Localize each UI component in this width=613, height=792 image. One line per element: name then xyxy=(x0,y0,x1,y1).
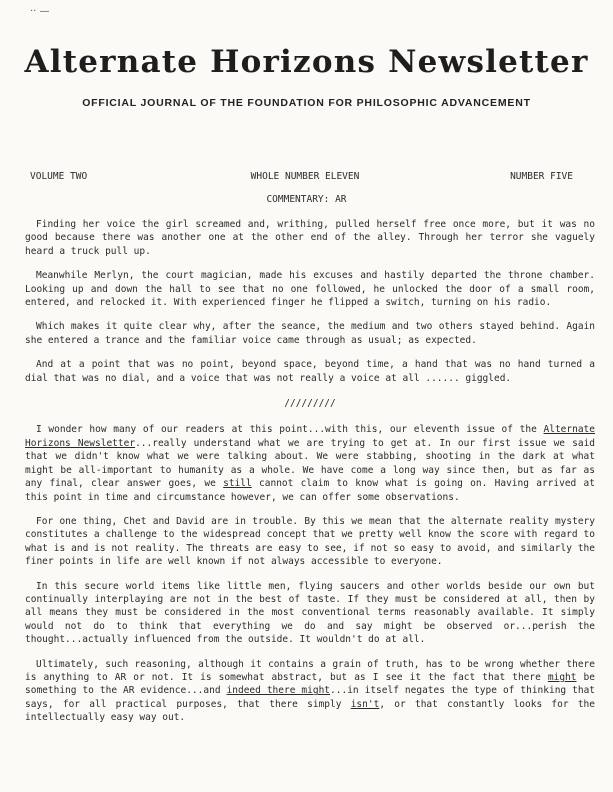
paragraph-8-part-a: Ultimately, such reasoning, although it contains a grain of truth, has to be wrong whether there is anything to AR or not. It is somewhat abstract, but as I see it the fact that there xyxy=(25,658,595,683)
article-body xyxy=(25,218,595,736)
paragraph-5-part-c: cannot claim to know what is going on. Having arrived at this point in time and circumstance however, we can offer some observations. xyxy=(25,478,595,503)
corner-mark: ·· — xyxy=(30,6,50,17)
journal-subtitle: OFFICIAL JOURNAL OF THE FOUNDATION FOR PHILOSOPHIC ADVANCEMENT xyxy=(82,97,531,109)
paragraph-5 xyxy=(25,423,595,503)
newsletter-title-underlined: Alternate Horizons Newsletter xyxy=(25,424,595,449)
paragraph-8-part-b: be something to the AR evidence...and xyxy=(25,671,595,697)
issue-number-label: NUMBER FIVE xyxy=(510,171,573,182)
newsletter-masthead: Alternate Horizons Newsletter xyxy=(24,44,589,80)
paragraph-3: Which makes it quite clear why, after the seance, the medium and two others stayed behind. Again she entered a trance and the familiar voice came through as usual; as expected. xyxy=(25,321,595,346)
isnt-underlined: isn't xyxy=(350,698,380,710)
section-separator: ///////// xyxy=(284,398,336,410)
paragraph-5-part-b: ...really understand what we are trying to get at. In our first issue we said that we didn't know what we were talking about. We were stabbing, shooting in the dark at what might be all-important to humanity as a whole. We have come a long way since then, but as far as any final, clear answer goes, we xyxy=(25,437,596,490)
paragraph-2: Meanwhile Merlyn, the court magician, made his excuses and hastily departed the throne chamber. Looking up and down the hall to see that no one followed, he unlocked the door of a small room, entered, and relocked it. With experienced finger he flipped a switch, turning on his radio. xyxy=(25,270,595,309)
paragraph-6: For one thing, Chet and David are in trouble. By this we mean that the alternate reality mystery constitutes a challenge to the widespread concept that we pretty well know the score with regard to what is and is not reality. The threats are easy to see, if not so easy to avoid, and similarly the finer points in life are well known if not always accessible to everyone. xyxy=(25,515,595,568)
paragraph-7: In this secure world items like little men, flying saucers and other worlds beside our own but continually interplaying are not in the best of taste. If they must be considered at all, then by all means they must be considered in the most conventional terms reasonably available. It simply would not do to think that everything we do and say might be observed or...perish the thought...actually influenced from the outside. It wouldn't do at all. xyxy=(25,580,595,646)
paragraph-4: And at a point that was no point, beyond space, beyond time, a hand that was no hand turned a dial that was no dial, and a voice that was not really a voice at all ...... giggled. xyxy=(25,359,595,384)
whole-number-label: WHOLE NUMBER ELEVEN xyxy=(250,171,360,182)
paragraph-8 xyxy=(25,658,595,725)
paragraph-5-part-a: I wonder how many of our readers at this point...with this, our eleventh issue of the xyxy=(36,424,544,436)
might-underlined: might xyxy=(547,671,577,683)
paragraph-8-part-c: ...in itself negates the type of thinking that says, for all practical purposes, that there simply xyxy=(25,685,596,710)
still-underlined: still xyxy=(223,478,252,490)
volume-label: VOLUME TWO xyxy=(30,171,88,182)
commentary-heading: COMMENTARY: AR xyxy=(266,194,347,205)
paragraph-1: Finding her voice the girl screamed and, writhing, pulled herself free once more, but it was no good because there was another one at the other end of the alley. Through her terror she vaguely heard a truck pull up. xyxy=(25,219,595,257)
paragraph-8-part-d: , or that constantly looks for the intellectually easy way out. xyxy=(25,698,595,724)
indeed-there-might-underlined: indeed there might xyxy=(226,685,331,697)
